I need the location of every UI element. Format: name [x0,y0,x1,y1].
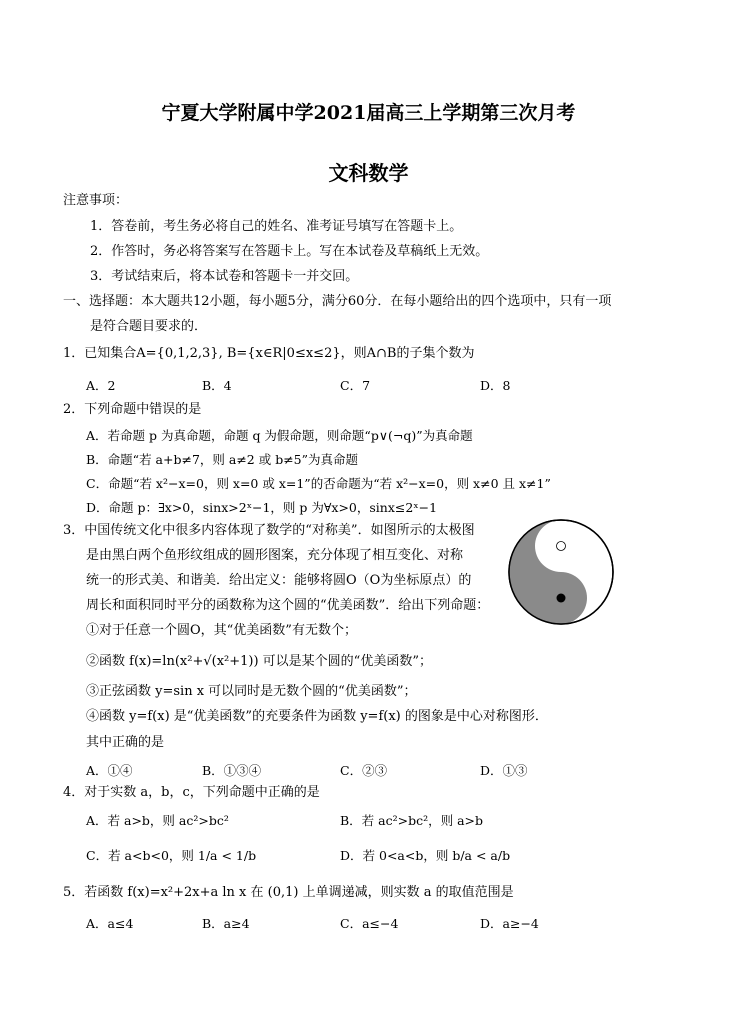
q5-option-d: D．a≥−4 [480,916,539,931]
question-3-stem: 3．中国传统文化中很多内容体现了数学的“对称美”．如图所示的太极图 [63,523,475,538]
q4-option-a: A．若 a>b，则 ac²>bc² [86,813,229,828]
notice-item: 2．作答时，务必将答案写在答题卡上。写在本试卷及草稿纸上无效。 [90,244,489,259]
question-3-stem: 周长和面积同时平分的函数称为这个圆的“优美函数”．给出下列命题： [86,598,490,613]
q5-option-b: B．a≥4 [202,916,250,931]
section-heading: 一、选择题：本大题共12小题，每小题5分，满分60分．在每小题给出的四个选项中，只有一项 [63,294,612,309]
q1-option-a: A．2 [86,378,116,393]
page-subtitle: 文科数学 [328,161,409,185]
q1-option-c: C．7 [340,378,371,393]
question-3-stem: 统一的形式美、和谐美．给出定义：能够将圆O（O为坐标原点）的 [86,573,472,588]
q1-option-d: D．8 [480,378,511,393]
q3-tail: 其中正确的是 [86,735,165,750]
section-heading-cont: 是符合题目要求的． [90,319,208,334]
q2-option-b: B．命题“若 a+b≠7，则 a≠2 或 b≠5”为真命题 [86,452,359,467]
notice-item: 3．考试结束后，将本试卷和答题卡一并交回。 [90,269,359,284]
question-1-stem: 1．已知集合A={0,1,2,3}, B={x∈R|0≤x≤2}，则A∩B的子集个数为 [63,346,475,361]
q1-option-b: B．4 [202,378,232,393]
notice-heading: 注意事项： [63,193,129,208]
question-3-stem: 是由黑白两个鱼形纹组成的圆形图案，充分体现了相互变化、对称 [86,548,464,563]
q3-statement-3: ③正弦函数 y=sin x 可以同时是无数个圆的“优美函数”； [86,684,417,699]
q3-option-c: C．②③ [340,763,388,778]
q3-option-b: B．①③④ [202,763,262,778]
q2-option-c: C．命题“若 x²−x=0，则 x=0 或 x=1”的否命题为“若 x²−x=0，则 x≠0 且 x≠1” [86,476,551,491]
q3-statement-2: ②函数 f(x)=ln(x²+√(x²+1)) 可以是某个圆的“优美函数”； [86,654,432,669]
q5-option-c: C．a≤−4 [340,916,399,931]
question-4-stem: 4．对于实数 a，b，c，下列命题中正确的是 [63,785,320,800]
page-title: 宁夏大学附属中学2021届高三上学期第三次月考 [161,102,576,124]
q2-option-d: D．命题 p：∃x>0，sinx>2ˣ−1，则 p 为∀x>0，sinx≤2ˣ−1 [86,500,438,515]
question-2-stem: 2．下列命题中错误的是 [63,402,202,417]
q3-statement-1: ①对于任意一个圆O，其“优美函数”有无数个； [86,623,357,638]
q3-option-a: A．①④ [86,763,133,778]
question-5-stem: 5．若函数 f(x)=x²+2x+a ln x 在 (0,1) 上单调递减，则实数 a 的取值范围是 [63,885,514,900]
q5-option-a: A．a≤4 [86,916,134,931]
taiji-figure [507,518,615,626]
notice-item: 1．答卷前，考生务必将自己的姓名、准考证号填写在答题卡上。 [90,219,463,234]
q4-option-d: D．若 0<a<b，则 b/a < a/b [340,848,511,863]
q2-option-a: A．若命题 p 为真命题，命题 q 为假命题，则命题“p∨(¬q)”为真命题 [86,428,473,443]
q4-option-b: B．若 ac²>bc²，则 a>b [340,813,484,828]
q4-option-c: C．若 a<b<0，则 1/a < 1/b [86,848,257,863]
q3-statement-4: ④函数 y=f(x) 是“优美函数”的充要条件为函数 y=f(x) 的图象是中心对称图形． [86,709,548,724]
q3-option-d: D．①③ [480,763,528,778]
